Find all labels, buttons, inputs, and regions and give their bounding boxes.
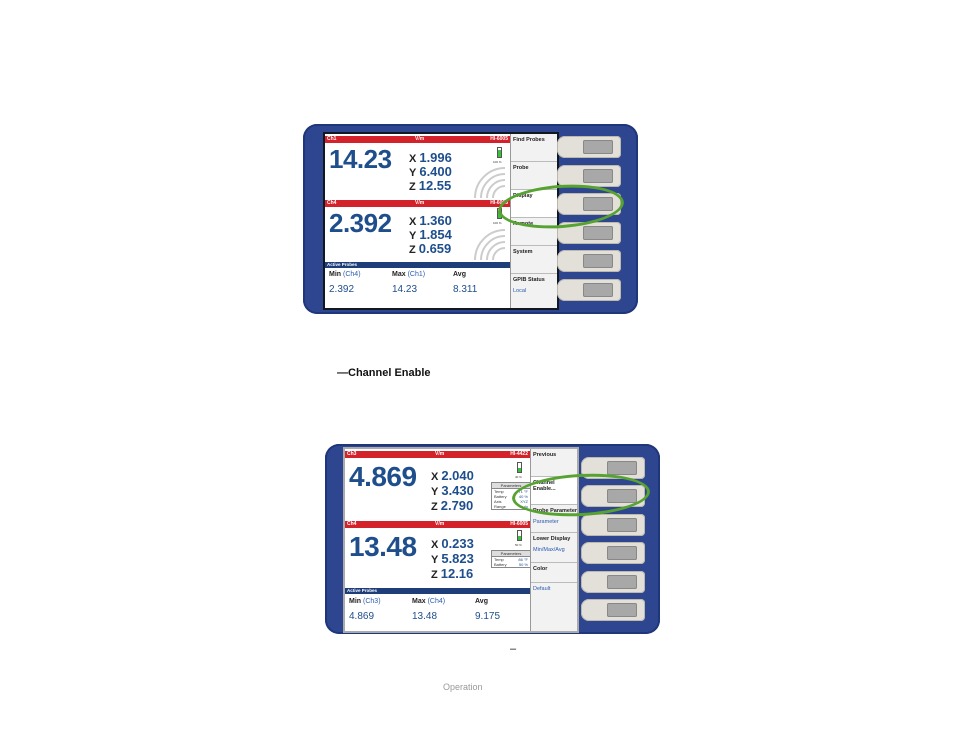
channel-unit: V/m [415, 136, 425, 142]
axis-z-reading: Z 0.659 [409, 241, 452, 256]
probe-model: HI-6005 [490, 200, 508, 206]
active-probes-bar: Active Probes [345, 588, 530, 594]
channel-header [325, 200, 510, 207]
menu-item-find-probes[interactable]: Find Probes [511, 134, 559, 162]
menu-item-remote[interactable]: Remote [511, 218, 559, 246]
avg-label: Avg [475, 598, 488, 605]
battery-icon [497, 147, 502, 158]
menu-item-display[interactable]: Display [511, 190, 559, 218]
min-value: 4.869 [349, 611, 375, 622]
channel-name: Ch3 [347, 451, 357, 457]
channel-value: 4.869 [349, 461, 417, 492]
channel-unit: V/m [415, 200, 425, 206]
axis-z-reading: Z 12.16 [431, 566, 474, 581]
min-value: 2.392 [329, 284, 355, 295]
display-area [345, 449, 530, 631]
signal-wave-icon [471, 164, 507, 200]
channel-header [325, 136, 510, 143]
channel-value: 13.48 [349, 531, 417, 562]
axis-y-reading: Y 6.400 [409, 164, 452, 179]
axis-y-reading: Y 5.823 [431, 551, 474, 566]
max-value: 13.48 [412, 611, 438, 622]
menu-item-probe[interactable]: Probe [511, 162, 559, 190]
param-row: Battery 50 % [494, 562, 528, 567]
parameters-title: Parameters [492, 483, 530, 489]
channel-name: Ch4 [347, 521, 357, 527]
meter-screen-2 [343, 447, 579, 633]
probe-model: HI-6005 [510, 521, 528, 527]
axis-y-reading: Y 3.430 [431, 483, 474, 498]
softkey-4[interactable] [581, 542, 645, 564]
menu-item-lower-display[interactable]: Lower Display Min/Max/Avg [531, 533, 579, 563]
parameters-panel [491, 550, 531, 568]
channel-header [345, 451, 530, 458]
softkey-5[interactable] [557, 250, 621, 272]
menu-item-gpib-status[interactable]: GPIB Status Local [511, 274, 559, 310]
axis-z-reading: Z 12.55 [409, 178, 452, 193]
max-value: 14.23 [392, 284, 418, 295]
battery-percent: 50 % [515, 543, 522, 547]
softkey-1[interactable] [557, 136, 621, 158]
min-label: Min (Ch3) [349, 598, 381, 605]
avg-value: 8.311 [453, 284, 478, 295]
param-row: Battery 40 % [494, 494, 528, 499]
menu-item-previous[interactable]: Previous [531, 449, 579, 477]
battery-percent: 100 % [493, 221, 502, 225]
display-area [325, 134, 510, 308]
figure-caption: —Channel Enable [337, 367, 431, 379]
param-row: Range Auto [494, 504, 528, 509]
channel-unit: V/m [435, 451, 445, 457]
avg-value: 9.175 [475, 611, 501, 622]
active-probes-bar: Active Probes [325, 262, 510, 268]
softkey-3[interactable] [581, 514, 645, 536]
menu-item-default[interactable]: Default [531, 583, 579, 633]
channel-name: Ch4 [327, 200, 337, 206]
channel-header [345, 521, 530, 528]
menu-item-system[interactable]: System [511, 246, 559, 274]
signal-wave-icon [471, 226, 507, 262]
page-footer: Operation [443, 682, 483, 692]
min-label: Min (Ch4) [329, 271, 361, 278]
softkey-6[interactable] [557, 279, 621, 301]
max-label: Max (Ch4) [412, 598, 446, 605]
axis-z-reading: Z 2.790 [431, 498, 474, 513]
param-row: Temp 71 °F [494, 489, 528, 494]
axis-x-reading: X 0.233 [431, 536, 474, 551]
probe-model: HI-6005 [490, 136, 508, 142]
axis-x-reading: X 1.360 [409, 213, 452, 228]
battery-icon [517, 462, 522, 473]
menu-item-probe-parameter[interactable]: Probe Parameter Parameter [531, 505, 579, 533]
channel-value: 2.392 [329, 208, 392, 238]
param-row: Temp 86 °F [494, 557, 528, 562]
parameters-title: Parameters [492, 551, 530, 557]
param-row: Axis XYZ [494, 499, 528, 504]
dash-mark: – [510, 643, 517, 655]
avg-label: Avg [453, 271, 466, 278]
meter-device-2 [325, 444, 660, 634]
channel-unit: V/m [435, 521, 445, 527]
battery-percent: 100 % [493, 160, 502, 164]
probe-model: HI-4422 [510, 451, 528, 457]
axis-y-reading: Y 1.854 [409, 227, 452, 242]
channel-value: 14.23 [329, 144, 392, 174]
softkey-5[interactable] [581, 571, 645, 593]
menu-item-channel-enable[interactable]: Channel Enable... [531, 477, 579, 505]
channel-name: Ch1 [327, 136, 337, 142]
axis-x-reading: X 1.996 [409, 150, 452, 165]
battery-percent: 40 % [515, 475, 522, 479]
softkey-6[interactable] [581, 599, 645, 621]
menu-item-color[interactable]: Color [531, 563, 579, 583]
battery-icon [517, 530, 522, 541]
axis-x-reading: X 2.040 [431, 468, 474, 483]
max-label: Max (Ch1) [392, 271, 426, 278]
